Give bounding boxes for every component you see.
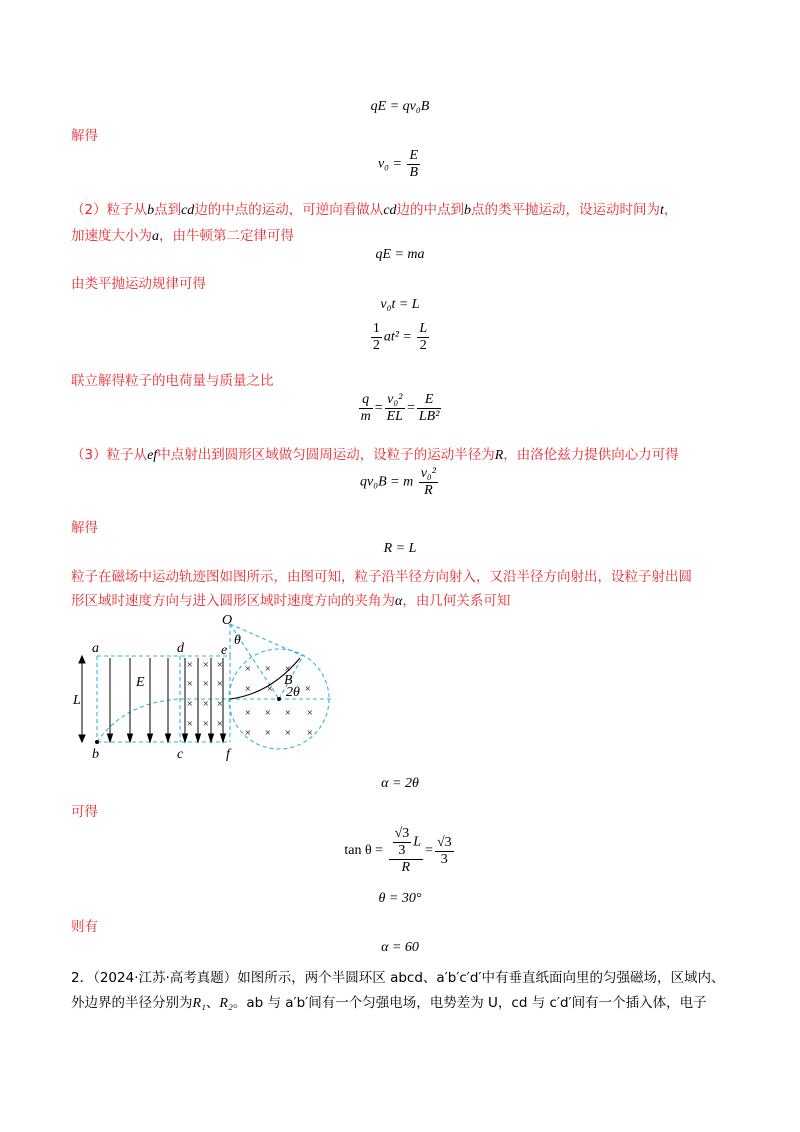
equation-theta-30: θ = 30° [378,891,422,906]
svg-text:×: × [216,659,224,671]
equation-v0t-l: v₀t = L [380,297,420,312]
equation-lorentz-centripetal [0,466,800,499]
q2-text-2b: 。ab 与 a′b′间有一个匀强电场，电势差为 U，cd 与 c′d′间有一个插入体，电子 [232,995,707,1011]
eq5-half-num: 1 [372,321,380,336]
fig-label-f: f [226,747,230,762]
fig-l-arrowhead-top [79,656,85,663]
svg-text:×: × [264,707,272,719]
equation-half-at2 [0,321,800,354]
svg-text:×: × [266,683,274,695]
equation-tan-theta [0,826,800,876]
p3-text-b: 中点射出到圆形区域做匀圆周运动，设粒子的运动半径为 [157,447,495,463]
svg-text:×: × [186,678,194,690]
eq5-fraction-l-2 [417,321,429,354]
p3-var-ef: ef [147,448,158,463]
eq6-e: E [417,392,442,409]
q2-number: 2． [71,970,94,986]
p2-text-f: ， [663,202,678,218]
p4-var-alpha: α [395,594,403,609]
p2-text-c: 边的中点的运动，可逆向看做从 [194,202,384,218]
fig-label-a: a [92,641,99,656]
fig-label-c: c [177,747,184,762]
eq10-big-fraction [389,826,423,876]
paragraph-2-line-2 [71,224,294,245]
paragraph-4-line-2 [71,589,510,610]
svg-text:×: × [264,727,272,739]
equation-v0-e-over-b [0,148,800,181]
p2-text-b: 点到 [154,202,182,218]
p2-text-d: 边的中点到 [396,202,465,218]
svg-text:×: × [244,663,252,675]
q2-text-1: （2024·江苏·高考真题）如图所示，两个半圆环区 abcd、a′b′c′d′中有垂直纸面向里的匀强磁场，区域内、 [93,970,725,986]
equation-alpha-60: α = 60 [381,940,419,955]
svg-text:×: × [186,659,194,671]
eq6-q: q [359,392,373,409]
eq7-lhs: qv₀B = m [360,474,414,490]
fig-label-theta: θ [234,633,241,648]
eq10-equals: = [425,843,433,859]
trajectory-figure [70,612,340,762]
fig-l-arrowhead-bottom [79,735,85,742]
q2-r2: R₂ [219,996,233,1011]
p2-text-g: 加速度大小为 [71,228,152,244]
eq7-num: v₀² [420,466,436,481]
eq5-l-num: L [419,321,428,336]
eq10-inner-fraction [393,826,412,859]
eq6-v0sq: v₀² [385,392,405,409]
p3-text-a: （3）粒子从 [71,447,148,463]
equation-qe-ma: qE = ma [375,247,425,262]
eq6-lb2: LB² [418,409,440,424]
eq10-big-num [389,826,423,860]
paragraph-2-line-1 [71,198,677,219]
label-solve-2: 解得 [71,520,98,536]
fig-label-b: b [92,747,99,762]
fig-label-o: O [222,613,233,628]
eq6-m: m [360,409,371,424]
equation-charge-mass-ratio [0,392,800,425]
svg-text:×: × [202,718,210,730]
svg-text:×: × [306,727,314,739]
svg-text:×: × [186,718,194,730]
fig-label-b-point: B [284,673,293,688]
fig-point-b [95,740,99,744]
svg-text:×: × [284,707,292,719]
q2-separator: 、 [205,995,220,1011]
svg-text:×: × [216,678,224,690]
eq10-rhs-fraction [435,835,454,868]
paragraph-3 [71,443,679,464]
svg-text:×: × [202,678,210,690]
question-2-line-1 [71,966,725,986]
eq5-middle: at² = [383,329,412,345]
label-so: 可得 [71,804,98,820]
label-combined-solve: 联立解得粒子的电荷量与质量之比 [71,373,274,389]
eq2-lhs: v₀ = [377,156,402,172]
eq2-numerator: E [409,148,419,163]
svg-text:×: × [244,707,252,719]
svg-text:×: × [202,659,210,671]
p2-text-a: （2）粒子从 [71,202,148,218]
p2-var-a: a [152,229,159,244]
p3-var-r: R [494,448,504,463]
label-then: 则有 [71,919,98,935]
eq10-lhs: tan θ = [344,843,384,859]
svg-text:×: × [244,727,252,739]
eq5-l-den: 2 [419,338,427,353]
svg-text:×: × [306,707,314,719]
q2-r1: R₁ [192,996,206,1011]
eq10-rhs-den: 3 [440,851,448,867]
eq2-denominator: B [409,165,419,180]
p2-var-b: b [147,203,155,218]
q2-text-2a: 外边界的半径分别为 [71,995,193,1011]
label-projectile-rule: 由类平抛运动规律可得 [71,276,206,292]
eq6-frac-v0-el [385,392,405,425]
eq7-den: R [424,483,433,498]
svg-text:×: × [186,698,194,710]
eq10-r: R [401,860,411,875]
eq10-rhs-num: √3 [436,834,452,850]
svg-text:×: × [216,698,224,710]
p2-text-e: 点的类平抛运动，设运动时间为 [471,202,661,218]
p4-text-b: ，由几何关系可知 [402,593,511,609]
eq6-equals-1: = [374,400,383,416]
eq10-inner-den: 3 [398,843,406,858]
p4-text-a: 形区域时速度方向与进入圆形区域时速度方向的夹角为 [71,593,395,609]
svg-text:×: × [202,698,210,710]
eq7-fraction [419,466,438,499]
eq6-equals-2: = [406,400,415,416]
svg-text:×: × [304,683,312,695]
fig-label-e: e [221,643,228,658]
label-solve-1: 解得 [71,128,98,144]
eq2-fraction [407,148,420,181]
equation-r-equals-l: R = L [383,541,417,556]
fig-label-d: d [177,641,184,656]
p2-var-t: t [660,203,664,218]
equation-alpha-2theta: α = 2θ [381,776,419,791]
eq5-half-den: 2 [372,338,380,353]
svg-text:×: × [264,663,272,675]
equation-qe-qv0b: qE = qv₀B [370,99,430,114]
svg-text:×: × [244,683,252,695]
svg-text:×: × [284,663,292,675]
fig-center-point [277,697,281,701]
eq10-l: L [413,834,422,850]
eq5-fraction-half [371,321,382,354]
paragraph-4-line-1: 粒子在磁场中运动轨迹图如图所示，由图可知，粒子沿半径方向射入，又沿半径方向射出，设粒子射出圆 [71,569,692,585]
eq10-inner-num: √3 [394,826,410,841]
eq6-frac-e-lb2 [417,392,442,425]
question-2-line-2 [71,991,707,1012]
p2-var-cd-2: cd [383,203,397,218]
p3-text-c: ，由洛伦兹力提供向心力可得 [503,447,679,463]
p2-var-cd: cd [181,203,195,218]
eq6-frac-q-m [359,392,373,425]
fig-label-two-theta: 2θ [286,685,300,700]
p2-var-b-2: b [464,203,472,218]
p2-text-h: ，由牛顿第二定律可得 [159,228,294,244]
fig-label-l: L [73,693,81,708]
svg-text:×: × [216,718,224,730]
svg-text:×: × [284,727,292,739]
fig-label-e-field: E [136,675,145,690]
eq6-el: EL [386,409,403,424]
